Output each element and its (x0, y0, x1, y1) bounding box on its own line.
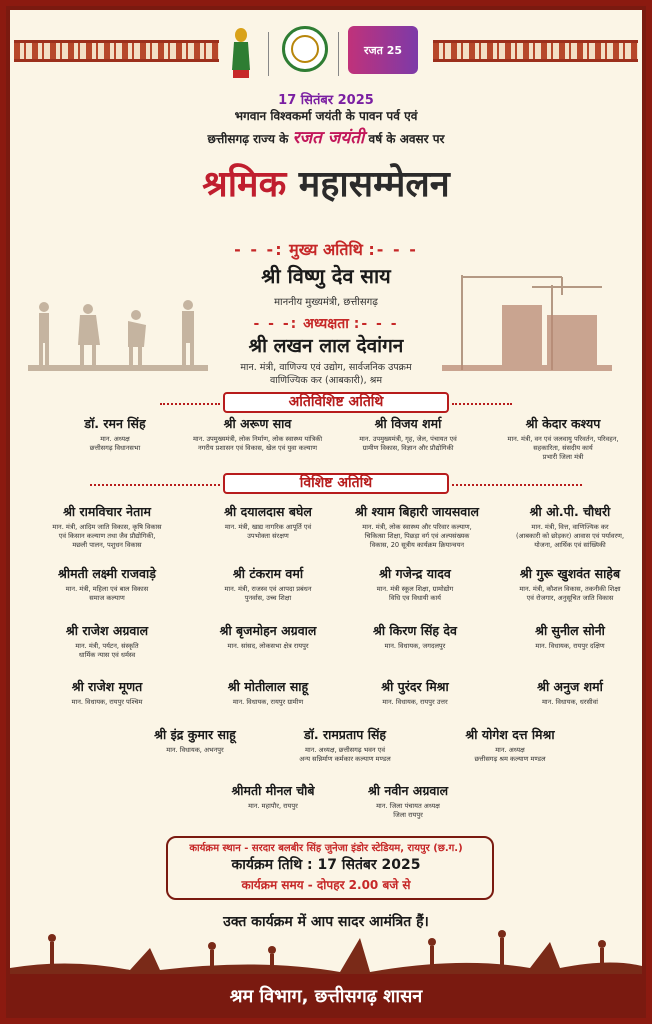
decorative-border-right (433, 40, 638, 62)
title-mahasammelan: महासम्मेलन (298, 163, 450, 205)
page-title (10, 158, 642, 207)
guest-name: श्री दयालदास बघेल (224, 504, 312, 519)
president-heading (10, 314, 642, 333)
guest-name: श्रीमती लक्ष्मी राजवाड़े (58, 566, 156, 581)
guest-name: श्री पुरंदर मिश्रा (381, 679, 449, 694)
guest-entry (125, 726, 265, 755)
guest-entry (500, 678, 640, 707)
guest-entry (198, 503, 338, 541)
guest-designation: मान. विधायक, रायपुर पश्चिम (71, 698, 143, 706)
guest-designation: मान. मंत्री, पर्यटन, संस्कृति धार्मिक न्यास एवं धर्मस्व (75, 642, 139, 659)
guest-entry (500, 565, 640, 603)
rajat-jayanti-text: रजत जयंती (292, 128, 365, 148)
guest-name: डॉ. रामप्रताप सिंह (303, 727, 387, 742)
guest-designation: मान. उपमुख्यमंत्री, गृह, जेल, पंचायत एवं ग्रामीण विकास, विज्ञान और प्रौद्योगिकी (359, 435, 457, 452)
guest-entry (208, 782, 338, 811)
guest-name: डॉ. रमन सिंह (84, 416, 146, 431)
divider-line (452, 484, 582, 486)
guest-name: श्री सुनील सोनी (535, 623, 605, 638)
guest-designation: मान. विधायक, अभनपुर (166, 746, 224, 754)
guest-entry (338, 415, 478, 453)
guest-entry (500, 503, 640, 550)
dash-decor: - - -: (234, 240, 284, 259)
chief-guest-heading (10, 238, 642, 260)
guest-designation: मान. मंत्री, वन एवं जलवायु परिवर्तन, परिवहन, सहकारिता, संसदीय कार्य प्रभारी जिला मंत्री (507, 435, 619, 461)
dash-decor: - - -: (253, 316, 299, 332)
guest-designation: मान. अध्यक्ष छत्तीसगढ़ श्रम कल्याण मण्डल (474, 746, 546, 763)
invitation-card (6, 6, 646, 1018)
guest-designation: मान. विधायक, रायपुर ग्रामीण (232, 698, 304, 706)
president-title-line1: मान. मंत्री, वाणिज्य एवं उद्योग, सार्वजनिक उपक्रम (240, 362, 412, 373)
guest-name: श्री राजेश अग्रवाल (65, 623, 149, 638)
guest-name: श्री गजेन्द्र यादव (379, 566, 451, 581)
guest-entry (340, 622, 490, 651)
guest-name: श्री टंकराम वर्मा (232, 566, 304, 581)
logo-divider (268, 32, 269, 76)
intro-line-2-a: छत्तीसगढ़ राज्य के (207, 132, 289, 146)
guest-entry (500, 622, 640, 651)
guest-entry (50, 415, 180, 453)
guest-designation: मान. जिला पंचायत अध्यक्ष जिला रायपुर (376, 802, 440, 819)
president-title-line2: वाणिज्यिक कर (आबकारी), श्रम (269, 375, 383, 386)
guest-designation: मान. मंत्री, राजस्व एवं आपदा प्रबंधन पुनर्वास, उच्च शिक्षा (224, 585, 312, 602)
vishwakarma-logo-icon (230, 26, 252, 82)
guest-name: श्री अनुज शर्मा (537, 679, 603, 694)
decorative-border-left (14, 40, 219, 62)
divider-line (90, 484, 220, 486)
ati-vishisht-heading: अतिविशिष्ट अतिथि (223, 392, 449, 413)
guest-entry (260, 726, 430, 764)
guest-designation: मान. अध्यक्ष छत्तीसगढ़ विधानसभा (89, 435, 141, 452)
guest-designation: मान. महापौर, रायपुर (248, 802, 298, 810)
guest-name: श्री मोतीलाल साहू (227, 679, 309, 694)
guest-designation: मान. मंत्री, खाद्य नागरिक आपूर्ति एवं उपभोक्ता संरक्षण (224, 523, 312, 540)
guest-name: श्री विजय शर्मा (374, 416, 442, 431)
vishisht-heading: विशिष्ट अतिथि (223, 473, 449, 494)
rajat-jayanti-logo: रजत 25 (348, 26, 418, 74)
guest-name: श्री राजेश मूणत (71, 679, 143, 694)
intro-line-1: भगवान विश्वकर्मा जयंती के पावन पर्व एवं (234, 109, 418, 123)
guest-designation: मान. मंत्री, वित्त, वाणिज्यिक कर (आबकारी को छोड़कर) आवास एवं पर्यावरण, योजना, आर्थिक एवं सांख्यिकी (515, 523, 625, 549)
guest-entry (198, 678, 338, 707)
event-venue: कार्यक्रम स्थान - सरदार बलबीर सिंह जुनेजा इंडोर स्टेडियम, रायपुर (छ.ग.) (189, 843, 463, 854)
guest-entry (430, 726, 590, 764)
guest-entry (198, 565, 338, 603)
guest-entry (175, 415, 340, 453)
guest-name: श्री रामविचार नेताम (63, 504, 151, 519)
guest-designation: मान. विधायक, रायपुर दक्षिण (535, 642, 605, 650)
guest-designation: मान. मंत्री, कौशल विकास, तकनीकी शिक्षा एवं रोजगार, अनुसूचित जाति विकास (519, 585, 621, 602)
title-shramik: श्रमिक (202, 163, 287, 205)
chief-guest-title: माननीय मुख्यमंत्री, छत्तीसगढ़ (274, 297, 378, 308)
divider-line (452, 403, 512, 405)
guest-name: श्री गुरू खुशवंत साहेब (519, 566, 621, 581)
guest-designation: मान. मंत्री, लोक स्वास्थ्य और परिवार कल्याण, चिकित्सा शिक्षा, पिछड़ा वर्ग एवं अल्पसंख्यक विकास, 20 सूत्रीय कार्यक्रम क्रियान्वयन (362, 523, 472, 549)
dash-decor: :- - - (353, 316, 399, 332)
guest-designation: मान. विधायक, धरसीवां (541, 698, 598, 706)
guest-name: श्री श्याम बिहारी जायसवाल (355, 504, 479, 519)
guest-name: श्री किरण सिंह देव (372, 623, 458, 638)
guest-designation: मान. सांसद, लोकसभा क्षेत्र रायपुर (227, 642, 309, 650)
event-date-top: 17 सितंबर 2025 (278, 93, 374, 108)
event-time: कार्यक्रम समय - दोपहर 2.00 बजे से (241, 878, 411, 892)
guest-entry (488, 415, 638, 462)
guest-designation: मान. मंत्री, आदिम जाति विकास, कृषि विकास एवं किसान कल्याण तथा जैव प्रौद्योगिकी, मछली पालन, पशुधन विकास (52, 523, 162, 549)
cg-govt-emblem-icon (282, 26, 328, 72)
guest-entry (340, 565, 490, 603)
guest-entry (36, 503, 178, 550)
intro-line-2-b: वर्ष के अवसर पर (368, 132, 445, 146)
logo-divider (338, 32, 339, 76)
divider-line (160, 403, 220, 405)
guest-name: श्री इंद्र कुमार साहू (154, 727, 236, 742)
intro-line-2 (10, 125, 642, 148)
president-name: श्री लखन लाल देवांगन (248, 335, 404, 357)
invite-text: उक्त कार्यक्रम में आप सादर आमंत्रित हैं। (223, 914, 429, 930)
chief-guest-name: श्री विष्णु देव साय (261, 264, 391, 288)
event-date: कार्यक्रम तिथि : 17 सितंबर 2025 (231, 857, 421, 873)
guest-designation: मान. विधायक, रायपुर उत्तर (382, 698, 448, 706)
guest-entry (36, 565, 178, 603)
guest-name: श्री योगेश दत्त मिश्रा (465, 727, 555, 742)
dash-decor: :- - - (368, 240, 418, 259)
president-heading-text: अध्यक्षता (303, 316, 349, 332)
guest-name: श्री ओ.पी. चौधरी (529, 504, 611, 519)
guest-entry (36, 678, 178, 707)
guest-entry (340, 678, 490, 707)
guest-designation: मान. उपमुख्यमंत्री, लोक निर्माण, लोक स्वास्थ्य यांत्रिकी नगरीय प्रशासन एवं विकास, खेल एवं युवा कल्याण (192, 435, 323, 452)
guest-designation: मान. अध्यक्ष, छत्तीसगढ़ भवन एवं अन्य सन्निर्माण कर्मकार कल्याण मण्डल (299, 746, 391, 763)
guest-name: श्री बृजमोहन अग्रवाल (219, 623, 317, 638)
chief-guest-heading-text: मुख्य अतिथि (289, 240, 363, 259)
footer-department: श्रम विभाग, छत्तीसगढ़ शासन (229, 986, 423, 1007)
guest-entry (338, 782, 478, 820)
guest-name: श्री अरूण साव (223, 416, 292, 431)
guest-entry (332, 503, 502, 550)
guest-name: श्री नवीन अग्रवाल (367, 783, 449, 798)
guest-designation: मान. मंत्री, महिला एवं बाल विकास समाज कल्याण (65, 585, 149, 602)
guest-designation: मान. विधायक, जगदलपुर (384, 642, 446, 650)
guest-entry (36, 622, 178, 660)
guest-designation: मान. मंत्री स्कूल शिक्षा, ग्रामोद्योग विधि एव विधायी कार्य (376, 585, 454, 602)
guest-name: श्री केदार कश्यप (525, 416, 601, 431)
guest-name: श्रीमती मीनल चौबे (231, 783, 315, 798)
guest-entry (198, 622, 338, 651)
